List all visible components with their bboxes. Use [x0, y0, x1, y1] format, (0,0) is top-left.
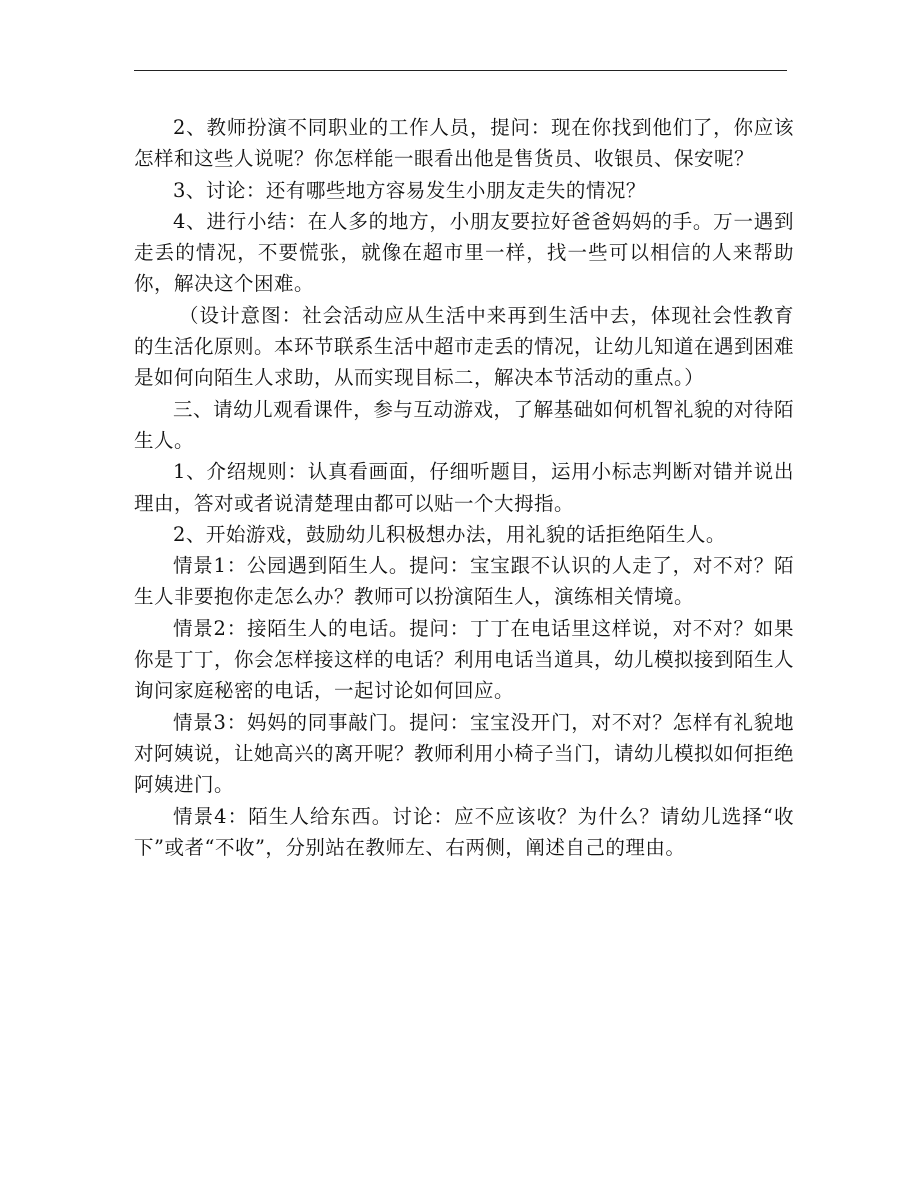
paragraph-teacher-roleplay: 2、教师扮演不同职业的工作人员，提问：现在你找到他们了，你应该怎样和这些人说呢？你怎样能一眼看出他是售货员、收银员、保安呢？: [134, 116, 794, 171]
paragraph-summary: 4、进行小结：在人多的地方，小朋友要拉好爸爸妈妈的手。万一遇到走丢的情况，不要慌张，就像在超市里一样，找一些可以相信的人来帮助你，解决这个困难。: [134, 209, 794, 296]
paragraph-section-three: 三、请幼儿观看课件，参与互动游戏，了解基础如何机智礼貌的对待陌生人。: [134, 397, 794, 452]
paragraph-scenario-2: 情景2：接陌生人的电话。提问：丁丁在电话里这样说，对不对？如果你是丁丁，你会怎样接这样的电话？利用电话当道具，幼儿模拟接到陌生人询问家庭秘密的电话，一起讨论如何回应。: [134, 616, 795, 703]
paragraph-discussion: 3、讨论：还有哪些地方容易发生小朋友走失的情况？: [173, 178, 646, 202]
paragraph-design-intent: （设计意图：社会活动应从生活中来再到生活中去，体现社会性教育的生活化原则。本环节联系生活中超市走丢的情况，让幼儿知道在遇到困难是如何向陌生人求助，从而实现目标二，解决本节活动的重点。）: [134, 303, 795, 390]
header-rule: [134, 70, 787, 71]
paragraph-scenario-1: 情景1：公园遇到陌生人。提问：宝宝跟不认识的人走了，对不对？陌生人非要抱你走怎么办？教师可以扮演陌生人，演练相关情境。: [134, 554, 794, 609]
document-body: [134, 112, 794, 863]
paragraph-start-game: 2、开始游戏，鼓励幼儿积极想办法，用礼貌的话拒绝陌生人。: [173, 522, 726, 546]
paragraph-scenario-4: 情景4：陌生人给东西。讨论：应不应该收？为什么？请幼儿选择“收下”或者“不收”，分别站在教师左、右两侧，阐述自己的理由。: [134, 804, 794, 859]
paragraph-scenario-3: 情景3：妈妈的同事敲门。提问：宝宝没开门，对不对？怎样有礼貌地对阿姨说，让她高兴的离开呢？教师利用小椅子当门，请幼儿模拟如何拒绝阿姨进门。: [134, 710, 795, 797]
paragraph-rules: 1、介绍规则：认真看画面，仔细听题目，运用小标志判断对错并说出理由，答对或者说清楚理由都可以贴一个大拇指。: [134, 460, 794, 515]
